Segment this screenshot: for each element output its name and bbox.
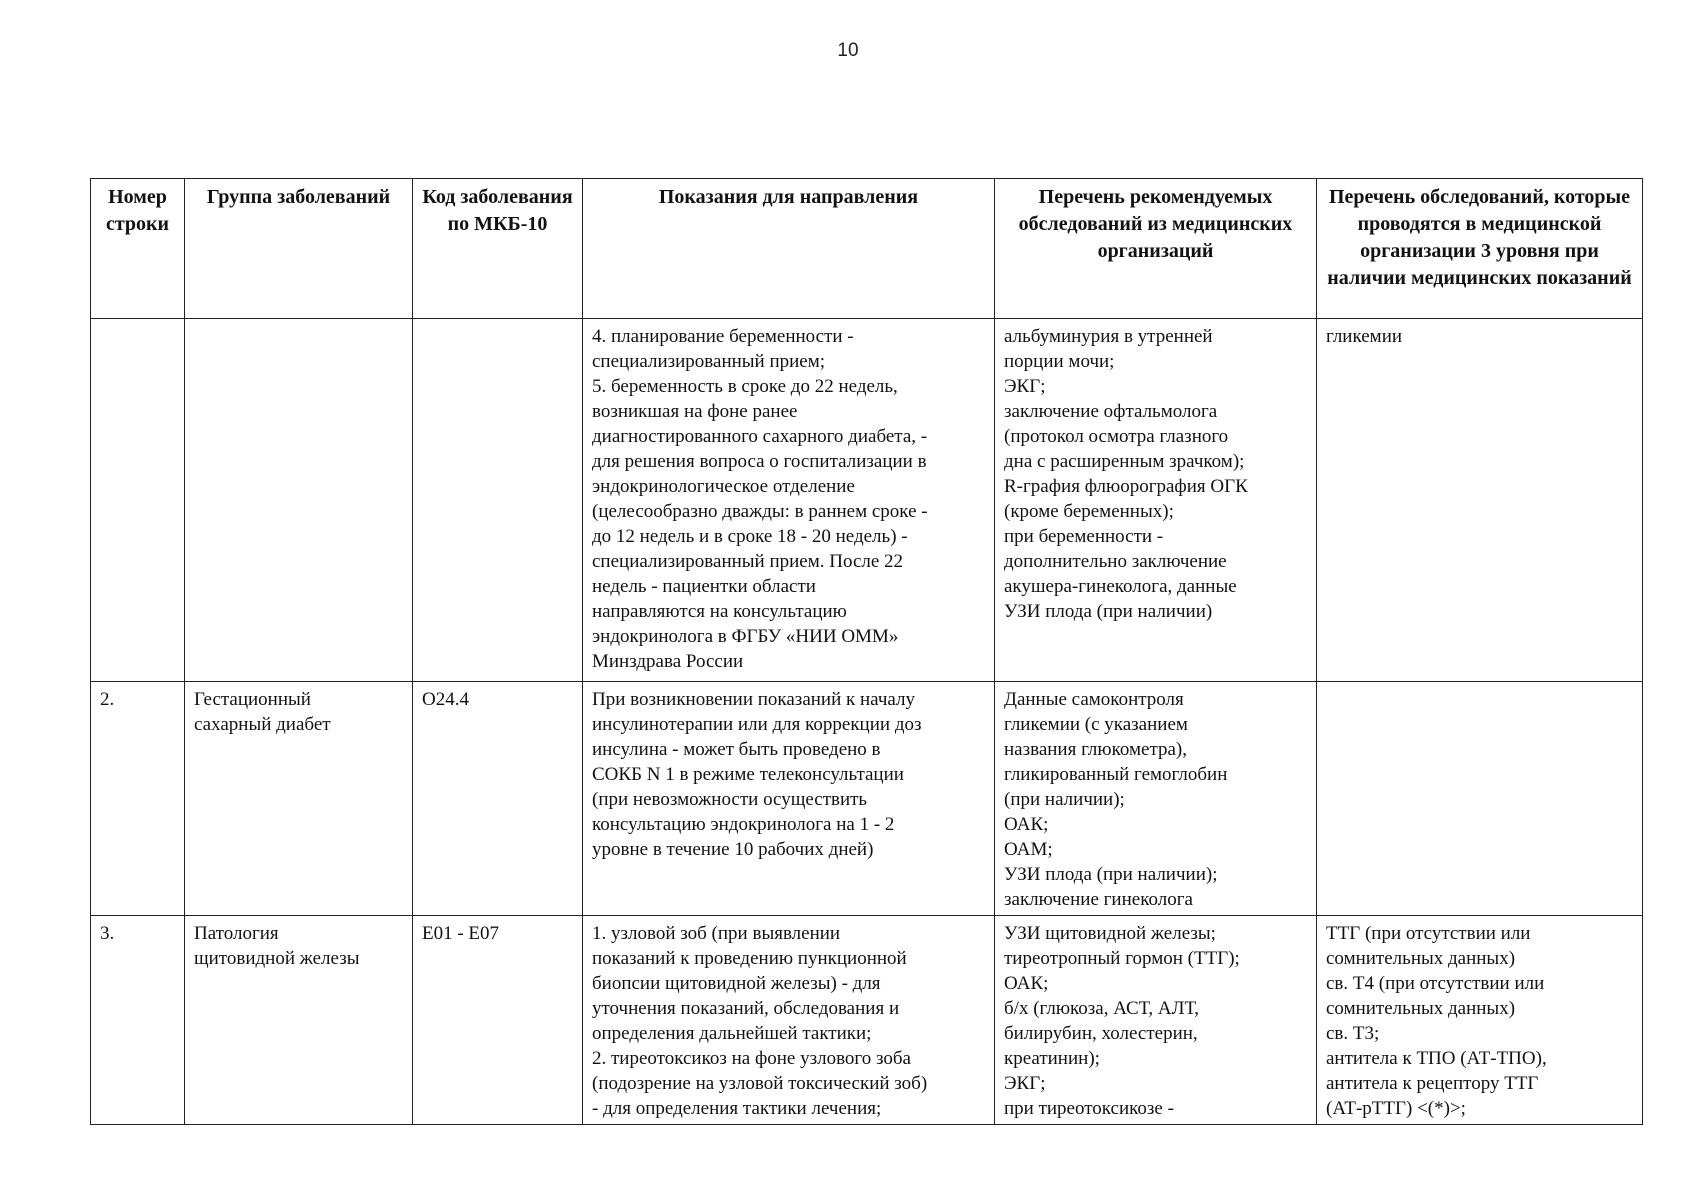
table-header-row (91, 179, 1643, 319)
icd-code-cell (413, 319, 583, 682)
row-number-cell (91, 319, 185, 682)
recommended-exams-cell: альбуминурия в утренней порции мочи; ЭКГ; заключение офтальмолога (протокол осмотра глазного дна с расширенным зрачком); R-графия флюорография ОГК (кроме беременных); при беременности - дополнительно заключение акушера-гинеколога, данные УЗИ плода (при наличии) (995, 319, 1317, 682)
indications-cell: 1. узловой зоб (при выявлении показаний к проведению пункционной биопсии щитовидной железы) - для уточнения показаний, обследования и определения дальнейшей тактики; 2. тиреотоксикоз на фоне узлового зоба (подозрение на узловой токсический зоб) - для определения тактики лечения; (583, 916, 995, 1125)
header-level3-exams: Перечень обследований, которые проводятся в медицинской организации 3 уровня при наличии медицинских показаний (1317, 179, 1643, 319)
recommended-exams-cell: УЗИ щитовидной железы; тиреотропный гормон (ТТГ); ОАК; б/х (глюкоза, АСТ, АЛТ, билирубин, холестерин, креатинин); ЭКГ; при тиреотоксикозе - (995, 916, 1317, 1125)
icd-code-cell: О24.4 (413, 682, 583, 916)
disease-group-cell: Гестационный сахарный диабет (185, 682, 413, 916)
table-row (91, 319, 1643, 682)
indications-cell: 4. планирование беременности - специализированный прием; 5. беременность в сроке до 22 недель, возникшая на фоне ранее диагностированного сахарного диабета, - для решения вопроса о госпитализации в эндокринологическое отделение (целесообразно дважды: в раннем сроке - до 12 недель и в сроке 18 - 20 недель) - специализированный прием. После 22 недель - пациентки области направляются на консультацию эндокринолога в ФГБУ «НИИ ОММ» Минздрава России (583, 319, 995, 682)
table-row (91, 682, 1643, 916)
recommended-exams-cell: Данные самоконтроля гликемии (с указанием названия глюкометра), гликированный гемоглобин (при наличии); ОАК; ОАМ; УЗИ плода (при наличии); заключение гинеколога (995, 682, 1317, 916)
icd-code-cell: Е01 - Е07 (413, 916, 583, 1125)
header-recommended-exams: Перечень рекомендуемых обследований из медицинских организаций (995, 179, 1317, 319)
header-indications: Показания для направления (583, 179, 995, 319)
level3-exams-cell (1317, 682, 1643, 916)
disease-group-cell: Патология щитовидной железы (185, 916, 413, 1125)
indications-cell: При возникновении показаний к началу инсулинотерапии или для коррекции доз инсулина - может быть проведено в СОКБ N 1 в режиме телеконсультации (при невозможности осуществить консультацию эндокринолога на 1 - 2 уровне в течение 10 рабочих дней) (583, 682, 995, 916)
level3-exams-cell: ТТГ (при отсутствии или сомнительных данных) св. Т4 (при отсутствии или сомнительных данных) св. Т3; антитела к ТПО (АТ-ТПО), антитела к рецептору ТТГ (АТ-рТТГ) <(*)>; (1317, 916, 1643, 1125)
page-number: 10 (837, 40, 859, 61)
referral-table (90, 178, 1643, 1125)
level3-exams-cell: гликемии (1317, 319, 1643, 682)
header-row-number: Номер строки (91, 179, 185, 319)
header-disease-group: Группа заболеваний (185, 179, 413, 319)
row-number-cell: 3. (91, 916, 185, 1125)
row-number-cell: 2. (91, 682, 185, 916)
table-row (91, 916, 1643, 1125)
disease-group-cell (185, 319, 413, 682)
header-icd-code: Код заболевания по МКБ-10 (413, 179, 583, 319)
